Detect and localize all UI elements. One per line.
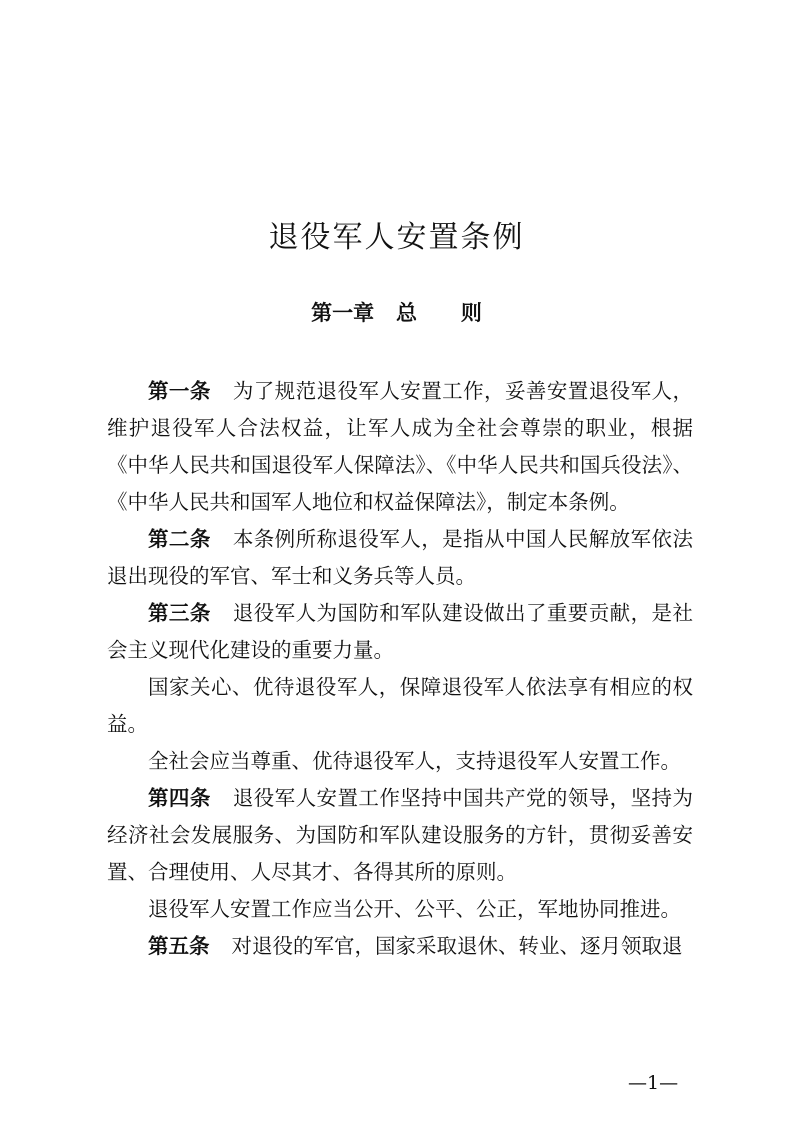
page-number: —1— — [628, 1072, 679, 1094]
paragraph — [107, 743, 693, 780]
paragraph-text: 本条例所称退役军人，是指从中国人民解放军依法退出现役的军官、军士和义务兵等人员。 — [107, 527, 693, 588]
chapter-heading: 第一章 总 则 — [311, 301, 482, 325]
paragraph-text: 全社会应当尊重、优待退役军人，支持退役军人安置工作。 — [148, 749, 681, 773]
article-label: 第二条 — [148, 527, 211, 551]
paragraph-text: 对退役的军官，国家采取退休、转业、逐月领取退 — [231, 934, 683, 958]
paragraph-text: 退役军人安置工作坚持中国共产党的领导，坚持为经济社会发展服务、为国防和军队建设服务的方针，贯彻妥善安置、合理使用、人尽其才、各得其所的原则。 — [107, 786, 693, 884]
paragraph — [107, 373, 693, 521]
paragraph — [107, 669, 693, 743]
document-title: 退役军人安置条例 — [268, 220, 525, 255]
paragraph-text: 为了规范退役军人安置工作，妥善安置退役军人，维护退役军人合法权益，让军人成为全社会尊崇的职业，根据《中华人民共和国退役军人保障法》、《中华人民共和国兵役法》、《中华人民共和国军人地位和权益保障法》，制定本条例。 — [107, 379, 693, 514]
paragraph-text: 国家关心、优待退役军人，保障退役军人依法享有相应的权益。 — [107, 675, 693, 736]
paragraph — [107, 891, 693, 928]
article-label: 第一条 — [148, 379, 211, 403]
paragraph — [107, 521, 693, 595]
paragraph — [107, 928, 693, 965]
paragraph-text: 退役军人安置工作应当公开、公平、公正，军地协同推进。 — [148, 897, 681, 921]
article-label: 第四条 — [148, 786, 211, 810]
document-body — [107, 373, 693, 965]
paragraph — [107, 780, 693, 891]
article-label: 第三条 — [148, 601, 211, 625]
paragraph — [107, 595, 693, 669]
article-label: 第五条 — [148, 934, 210, 958]
paragraph-text: 退役军人为国防和军队建设做出了重要贡献，是社会主义现代化建设的重要力量。 — [107, 601, 693, 662]
